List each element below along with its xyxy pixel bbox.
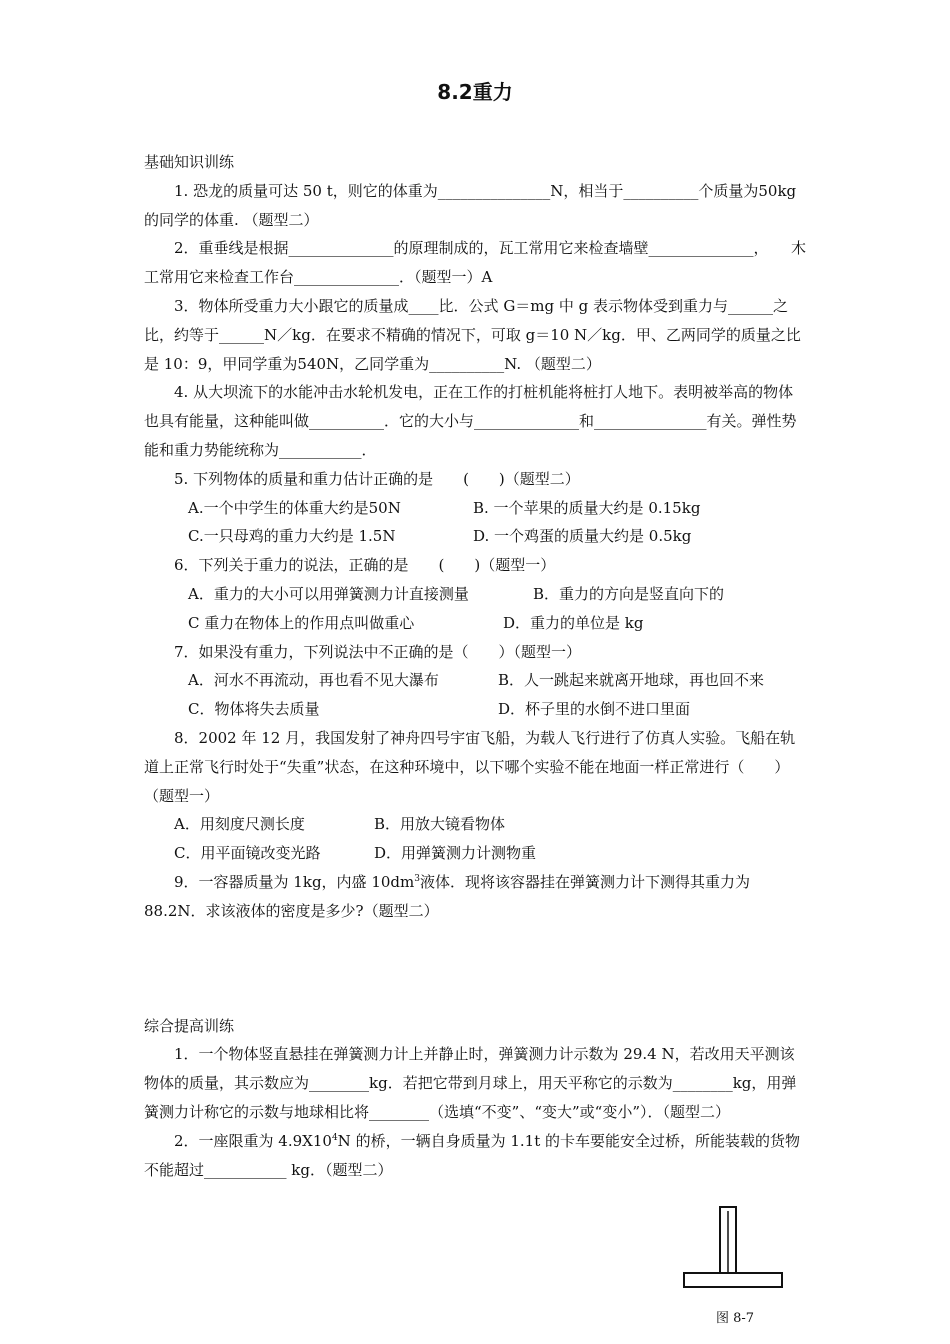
question-9: 9．一容器质量为 1kg，内盛 $10dm^3$液体．现将该容器挂在弹簧测力计下测得其重力为 88.2N．求该液体的密度是多少?（题型二）: [144, 872, 750, 920]
option-b: B. 一个苹果的质量大约是 0.15kg: [473, 498, 701, 517]
question-6-options-row2: [144, 609, 808, 638]
question-4: 4. 从大坝流下的水能冲击水轮机发电，正在工作的打桩机能将桩打人地下。表明被举高的物体也具有能量，这种能叫做__________．它的大小与______________和_______________有关。弹性势能和重力势能统称为___________．: [144, 383, 797, 459]
question-7-options-row1: [144, 666, 808, 695]
figure-caption: 图 8-7: [716, 1311, 755, 1326]
question-8-options-row1: [144, 810, 808, 839]
option-a: A.一个中学生的体重大约是50N: [188, 498, 401, 517]
question-3: 3．物体所受重力大小跟它的质量成____比．公式 G＝mg 中 g 表示物体受到重力与______之比，约等于______N／kg．在要求不精确的情况下，可取 g＝10 N／kg．甲、乙两同学的质量之比是 10：9，甲同学重为540N，乙同学重为__________N. （题型二）: [144, 296, 801, 373]
option-d: D．杯子里的水倒不进口里面: [498, 700, 691, 719]
spacer: [144, 926, 808, 1012]
question-8: 8．2002 年 12 月，我国发射了神舟四号宇宙飞船，为载人飞行进行了仿真人实验。飞船在轨道上正常飞行时处于“失重”状态，在这种环境中，以下哪个实验不能在地面一样正常进行（ ）（题型一）: [144, 728, 796, 805]
option-d: D. 一个鸡蛋的质量大约是 0.5kg: [473, 527, 692, 546]
option-b: B．用放大镜看物体: [374, 815, 506, 834]
question-6: 6．下列关于重力的说法，正确的是 ( )（题型一）: [174, 556, 556, 575]
question-7: 7．如果没有重力，下列说法中不正确的是（ ）（题型一）: [174, 642, 582, 661]
option-c: C.一只母鸡的重力大约是 1.5N: [188, 527, 396, 546]
question-5: 5. 下列物体的质量和重力估计正确的是 ( )（题型二）: [174, 469, 580, 488]
question-2: 2．重垂线是根据______________的原理制成的，瓦工常用它来检查墙壁______________， 木工常用它来检查工作台______________．（题型一）A: [144, 239, 807, 287]
option-d: D．重力的单位是 kg: [503, 613, 644, 632]
question-5-options-row2: [144, 522, 808, 551]
section-heading-basic: 基础知识训练: [144, 153, 235, 171]
question-8-options-row2: [144, 839, 808, 868]
option-a: A．重力的大小可以用弹簧测力计直接测量: [188, 584, 469, 603]
question-7-options-row2: [144, 695, 808, 724]
option-c: C．物体将失去质量: [188, 700, 320, 719]
document-body: [144, 148, 808, 1184]
option-b: B．重力的方向是竖直向下的: [533, 584, 725, 603]
option-b: B．人一跳起来就离开地球，再也回不来: [498, 671, 765, 690]
question-5-options-row1: [144, 494, 808, 523]
stand-base: [684, 1273, 782, 1287]
question-1: 1. 恐龙的质量可达 50 t，则它的体重为_______________N，相当于__________个质量为50kg的同学的体重. （题型二）: [144, 181, 797, 229]
figure-8-7-stand: [678, 1205, 788, 1290]
option-c: C 重力在物体上的作用点叫做重心: [188, 613, 415, 632]
option-c: C．用平面镜改变光路: [174, 844, 321, 863]
option-a: A．河水不再流动，再也看不见大瀑布: [188, 671, 439, 690]
page-title: 8.2重力: [437, 80, 513, 104]
advanced-question-1: 1．一个物体竖直悬挂在弹簧测力计上并静止时，弹簧测力计示数为 29.4 N，若改用天平测该物体的质量，其示数应为________kg．若把它带到月球上，用天平称它的示数为________kg，用弹簧测力计称它的示数与地球相比将________（选填“不变”、“变大”或“变小”）．（题型二）: [144, 1045, 797, 1121]
question-6-options-row1: [144, 580, 808, 609]
section-heading-advanced: 综合提高训练: [144, 1016, 235, 1035]
option-a: A．用刻度尺测长度: [174, 815, 305, 834]
advanced-question-2: 2．一座限重为 $4.9X10^4N$ 的桥，一辆自身质量为 1.1t 的卡车要能安全过桥，所能装载的货物不能超过___________ kg．（题型二）: [144, 1131, 800, 1179]
option-d: D．用弹簧测力计测物重: [374, 844, 537, 863]
